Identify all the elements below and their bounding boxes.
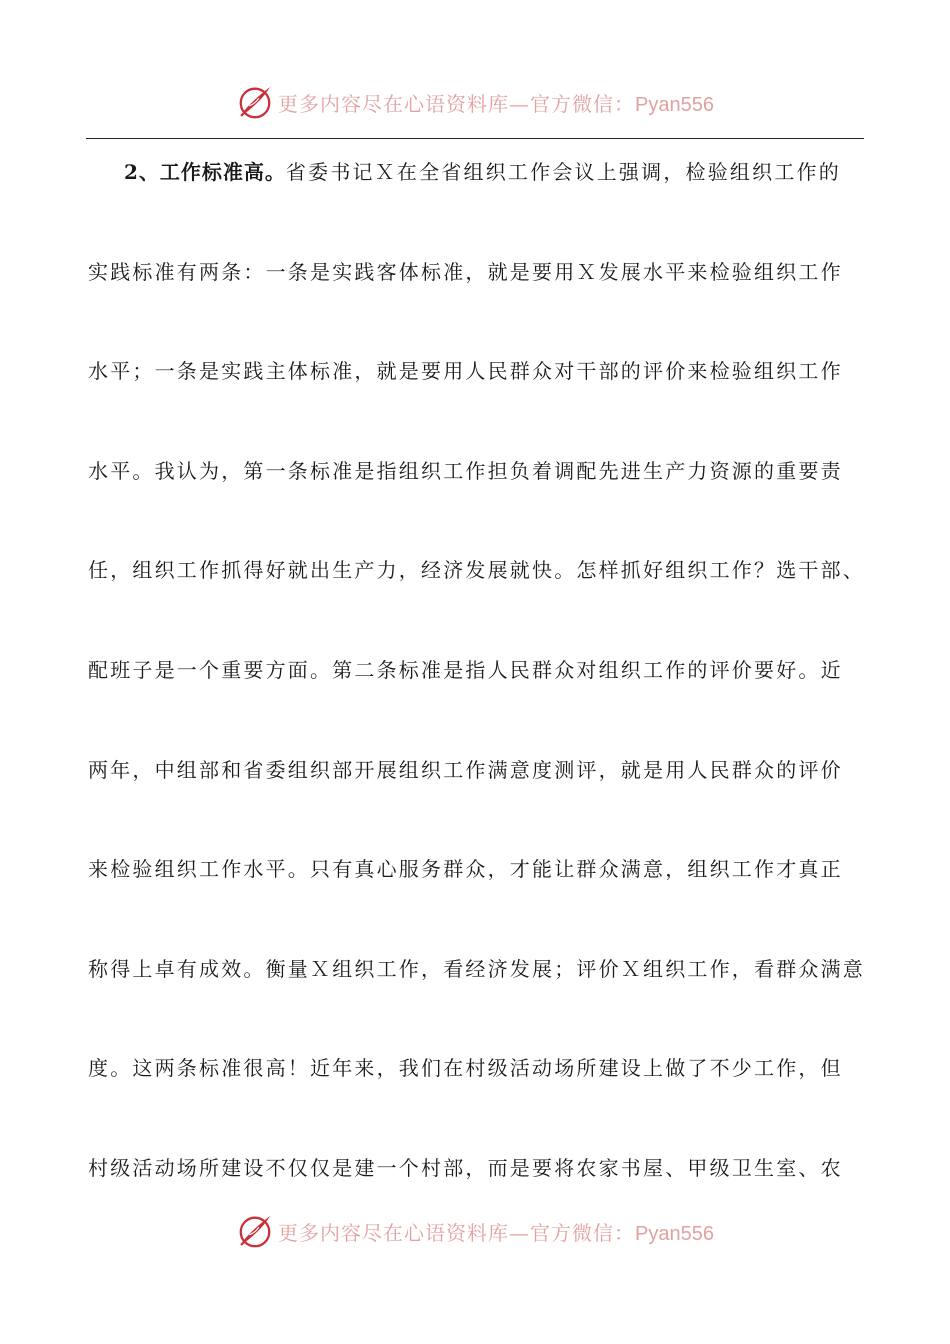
footer-banner [0, 1209, 950, 1253]
paragraph-line-5: 任，组织工作抓得好就出生产力，经济发展就快。怎样抓好组织工作？选干部、 [88, 558, 865, 583]
paragraph-line-11: 村级活动场所建设不仅仅是建一个村部，而是要将农家书屋、甲级卫生室、农 [88, 1155, 843, 1180]
paragraph-line-7: 两年，中组部和省委组织部开展组织工作满意度测评，就是用人民群众的评价 [88, 757, 843, 782]
paragraph-heading: 2、工作标准高。 [124, 160, 286, 184]
paragraph-line-10: 度。这两条标准很高！近年来，我们在村级活动场所建设上做了不少工作，但 [88, 1056, 843, 1081]
banner-text: 更多内容尽在心语资料库—官方微信：Pyan556 [278, 91, 714, 116]
quill-logo-icon [236, 1212, 274, 1250]
paragraph-line-9: 称得上卓有成效。衡量Ｘ组织工作，看经济发展；评价Ｘ组织工作，看群众满意 [88, 956, 865, 981]
paragraph-line-6: 配班子是一个重要方面。第二条标准是指人民群众对组织工作的评价要好。近 [88, 657, 843, 682]
wechat-id: Pyan556 [635, 93, 714, 116]
header-banner [0, 80, 950, 124]
paragraph-line-2: 实践标准有两条：一条是实践客体标准，就是要用Ｘ发展水平来检验组织工作 [88, 259, 843, 284]
header-divider [86, 138, 864, 139]
paragraph-line-8: 来检验组织工作水平。只有真心服务群众，才能让群众满意，组织工作才真正 [88, 857, 843, 882]
paragraph-line-1: 2、工作标准高。省委书记Ｘ在全省组织工作会议上强调，检验组织工作的 [124, 160, 841, 184]
paragraph-line-4: 水平。我认为，第一条标准是指组织工作担负着调配先进生产力资源的重要责 [88, 458, 843, 483]
quill-logo-icon [236, 83, 274, 121]
wechat-id: Pyan556 [635, 1222, 714, 1245]
body-paragraph [88, 140, 866, 1236]
paragraph-line-3: 水平；一条是实践主体标准，就是要用人民群众对干部的评价来检验组织工作 [88, 359, 843, 384]
banner-text: 更多内容尽在心语资料库—官方微信：Pyan556 [278, 1220, 714, 1245]
